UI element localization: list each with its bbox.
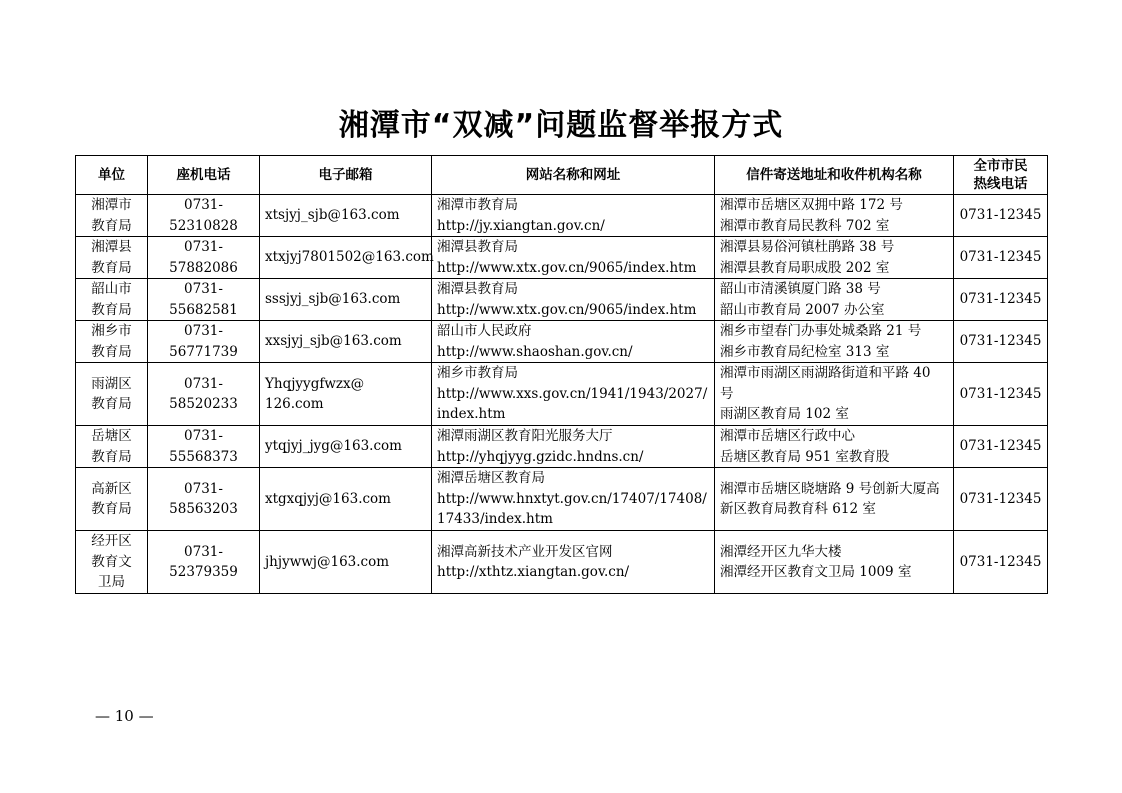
cell-hotline: 0731-12345: [954, 468, 1048, 531]
address-line: 湘潭县易俗河镇杜鹃路 38 号: [720, 239, 895, 255]
cell-hotline: 0731-12345: [954, 237, 1048, 279]
cell-address: [715, 321, 954, 363]
cell-phone: 0731-52310828: [148, 195, 260, 237]
cell-email: sssjyj_sjb@163.com: [260, 279, 432, 321]
unit-line: 教育文: [91, 553, 132, 570]
website-url: http://yhqjyyg.gzidc.hndns.cn/: [437, 448, 644, 465]
cell-phone: 0731-58563203: [148, 468, 260, 531]
website-url: http://xthtz.xiangtan.gov.cn/: [437, 564, 630, 580]
cell-unit: [76, 321, 148, 363]
address-line: 湘潭市岳塘区行政中心: [720, 428, 855, 444]
page-number: — 10 —: [95, 707, 154, 725]
website-name: 湘潭雨湖区教育阳光服务大厅: [437, 428, 613, 444]
address-line: 湘潭县教育局职成股 202 室: [720, 259, 890, 276]
header-hotline-line1: 全市市民: [973, 158, 1028, 174]
unit-line: 教育局: [91, 259, 132, 276]
header-address: 信件寄送地址和收件机构名称: [715, 156, 954, 195]
website-name: 韶山市人民政府: [437, 323, 532, 339]
website-name: 湘潭县教育局: [437, 281, 518, 297]
unit-line: 经开区: [91, 533, 132, 550]
header-website: 网站名称和网址: [432, 156, 715, 195]
header-hotline: [954, 156, 1048, 195]
page-title: 湘潭市“双减”问题监督举报方式: [338, 108, 784, 143]
cell-phone: 0731-52379359: [148, 531, 260, 594]
address-line: 韶山市清溪镇厦门路 38 号: [720, 281, 881, 297]
unit-line: 湘潭市: [91, 197, 132, 213]
cell-address: [715, 426, 954, 468]
cell-phone: 0731-56771739: [148, 321, 260, 363]
website-name: 湘乡市教育局: [437, 365, 518, 382]
header-phone: 座机电话: [148, 156, 260, 195]
unit-line: 湘潭县: [91, 239, 132, 255]
cell-unit: [76, 363, 148, 426]
address-line: 湘潭经开区教育文卫局 1009 室: [720, 564, 912, 580]
cell-unit: [76, 531, 148, 594]
table-body: [76, 195, 1048, 594]
cell-website: [432, 531, 715, 594]
cell-website: [432, 363, 715, 426]
report-contact-table: [75, 155, 1048, 594]
address-line: 湘潭市教育局民教科 702 室: [720, 217, 890, 234]
website-name: 湘潭县教育局: [437, 239, 518, 255]
website-name: 湘潭岳塘区教育局: [437, 470, 545, 487]
cell-phone: 0731-57882086: [148, 237, 260, 279]
unit-line: 韶山市: [91, 281, 132, 297]
cell-website: [432, 426, 715, 468]
cell-website: [432, 279, 715, 321]
cell-phone: 0731-55568373: [148, 426, 260, 468]
cell-unit: [76, 279, 148, 321]
unit-line: 教育局: [91, 501, 132, 517]
website-name: 湘潭市教育局: [437, 197, 518, 213]
website-url: http://www.xtx.gov.cn/9065/index.htm: [437, 259, 697, 276]
cell-email: xtgxqjyj@163.com: [260, 468, 432, 531]
table-row: [76, 279, 1048, 321]
cell-phone: 0731-58520233: [148, 363, 260, 426]
address-line: 湘潭市雨湖区雨湖路街道和平路 40 号: [720, 365, 931, 402]
cell-unit: [76, 237, 148, 279]
cell-email: Yhqjyygfwzx@ 126.com: [260, 363, 432, 426]
cell-hotline: 0731-12345: [954, 279, 1048, 321]
address-line: 湘潭经开区九华大楼: [720, 543, 842, 560]
cell-unit: [76, 195, 148, 237]
header-hotline-line2: 热线电话: [973, 176, 1028, 192]
table-row: [76, 426, 1048, 468]
cell-website: [432, 468, 715, 531]
table-row: [76, 363, 1048, 426]
address-line: 湘潭市岳塘区晓塘路 9 号创新大厦高新区教育局教育科 612 室: [720, 480, 940, 517]
cell-address: [715, 531, 954, 594]
header-email: 电子邮箱: [260, 156, 432, 195]
address-line: 湘乡市教育局纪检室 313 室: [720, 343, 890, 360]
address-line: 岳塘区教育局 951 室教育股: [720, 448, 890, 465]
unit-line: 岳塘区: [91, 428, 132, 444]
header-unit: 单位: [76, 156, 148, 195]
table-header-row: [76, 156, 1048, 195]
cell-address: [715, 195, 954, 237]
cell-hotline: 0731-12345: [954, 426, 1048, 468]
table-row: [76, 531, 1048, 594]
unit-line: 教育局: [91, 448, 132, 465]
cell-address: [715, 237, 954, 279]
website-url: http://jy.xiangtan.gov.cn/: [437, 217, 605, 234]
unit-line: 教育局: [91, 343, 132, 360]
unit-line: 高新区: [91, 480, 132, 497]
unit-line: 教育局: [91, 396, 132, 412]
address-line: 雨湖区教育局 102 室: [720, 406, 849, 423]
unit-line: 教育局: [91, 217, 132, 234]
table-row: [76, 237, 1048, 279]
cell-email: xxsjyj_sjb@163.com: [260, 321, 432, 363]
unit-line: 湘乡市: [91, 323, 132, 339]
cell-hotline: 0731-12345: [954, 195, 1048, 237]
unit-line: 卫局: [98, 574, 125, 591]
unit-line: 教育局: [91, 301, 132, 318]
address-line: 湘乡市望春门办事处城桑路 21 号: [720, 323, 922, 339]
cell-address: [715, 279, 954, 321]
cell-hotline: 0731-12345: [954, 363, 1048, 426]
cell-unit: [76, 426, 148, 468]
table-row: [76, 195, 1048, 237]
cell-hotline: 0731-12345: [954, 321, 1048, 363]
table-row: [76, 321, 1048, 363]
website-url: http://www.hnxtyt.gov.cn/17407/17408/17433/index.htm: [437, 490, 707, 528]
cell-website: [432, 195, 715, 237]
website-name: 湘潭高新技术产业开发区官网: [437, 543, 613, 560]
cell-address: [715, 468, 954, 531]
cell-address: [715, 363, 954, 426]
cell-email: ytqjyj_jyg@163.com: [260, 426, 432, 468]
table-row: [76, 468, 1048, 531]
unit-line: 雨湖区: [91, 375, 132, 392]
cell-unit: [76, 468, 148, 531]
cell-hotline: 0731-12345: [954, 531, 1048, 594]
website-url: http://www.xxs.gov.cn/1941/1943/2027/index.htm: [437, 385, 708, 423]
cell-website: [432, 237, 715, 279]
cell-email: jhjywwj@163.com: [260, 531, 432, 594]
address-line: 韶山市教育局 2007 办公室: [720, 301, 885, 318]
cell-phone: 0731-55682581: [148, 279, 260, 321]
cell-website: [432, 321, 715, 363]
website-url: http://www.shaoshan.gov.cn/: [437, 343, 633, 360]
website-url: http://www.xtx.gov.cn/9065/index.htm: [437, 301, 697, 318]
cell-email: xtsjyj_sjb@163.com: [260, 195, 432, 237]
cell-email: xtxjyj7801502@163.com: [260, 237, 432, 279]
address-line: 湘潭市岳塘区双拥中路 172 号: [720, 197, 903, 213]
